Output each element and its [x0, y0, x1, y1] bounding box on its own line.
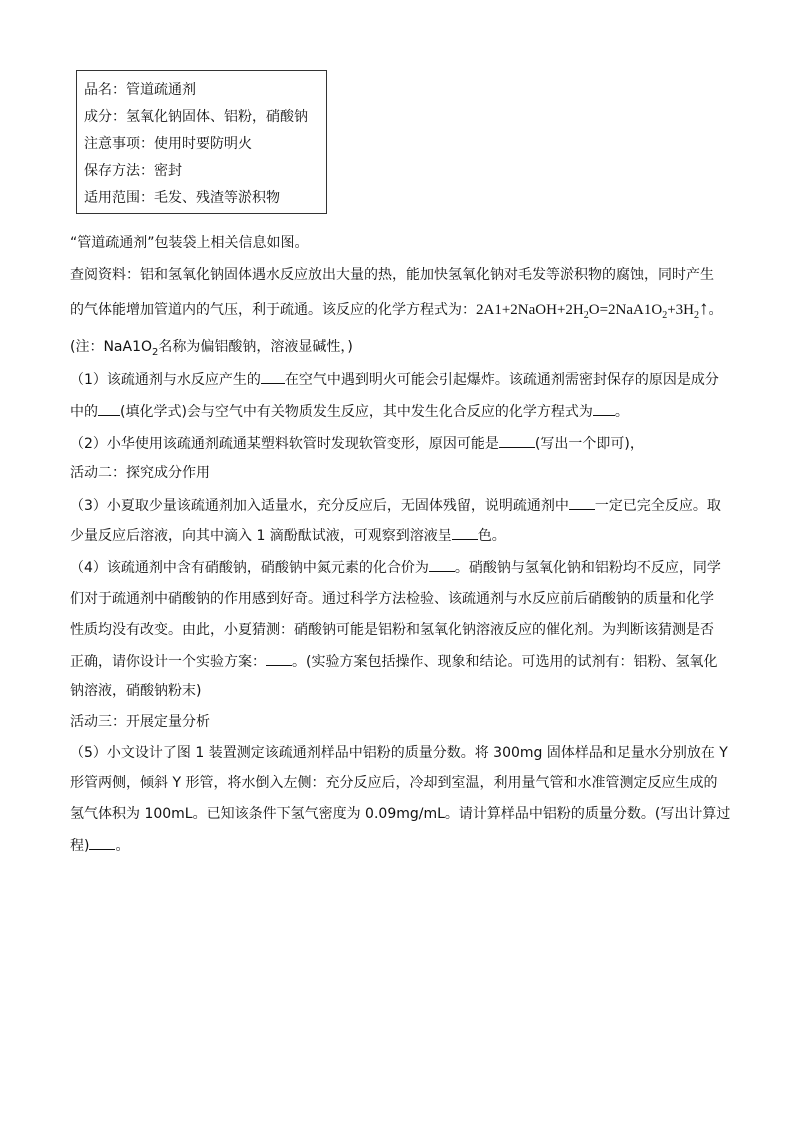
answer-blank[interactable]	[569, 495, 595, 510]
equation-subscript: 2	[694, 310, 699, 321]
q4-text: 。(实验方案包括操作、现象和结论。可选用的试剂有：铝粉、氢氧化	[292, 654, 718, 670]
answer-blank[interactable]	[89, 835, 115, 850]
q5-text: 程)	[70, 838, 90, 854]
info-line-2-text: 的气体能增加管道内的气压，利于疏通。该反应的化学方程式为：	[70, 302, 476, 318]
q4-text: （4）该疏通剂中含有硝酸钠，硝酸钠中氮元素的化合价为	[70, 560, 429, 576]
label-storage: 保存方法：密封	[84, 163, 182, 179]
note-subscript: 2	[152, 346, 159, 358]
answer-blank[interactable]	[266, 651, 292, 666]
q1-text: （1）该疏通剂与水反应产生的	[70, 372, 261, 388]
answer-blank[interactable]	[593, 401, 615, 416]
q5-line-4	[70, 835, 129, 856]
q2-text: （2）小华使用该疏通剂疏通某塑料软管时发现软管变形，原因可能是	[70, 436, 499, 452]
info-line-1: 查阅资料：铝和氢氧化钠固体遇水反应放出大量的热，能加快氢氧化钠对毛发等淤积物的腐蚀，同时产生	[70, 267, 714, 283]
q1-line-2	[70, 401, 629, 422]
q3-line-2	[70, 525, 506, 546]
q4-text: 正确，请你设计一个实验方案：	[70, 654, 266, 670]
label-product-name: 品名：管道疏通剂	[84, 82, 196, 98]
equation-part: O=2NaA1O	[588, 302, 663, 318]
q3-line-1	[70, 495, 721, 516]
answer-blank[interactable]	[499, 433, 535, 448]
q1-line-1	[70, 369, 719, 390]
equation-end: 。	[708, 302, 723, 318]
answer-blank[interactable]	[452, 525, 478, 540]
q3-text: 一定已完全反应。取	[594, 498, 721, 514]
chemical-equation	[476, 298, 709, 321]
q1-text: 中的	[70, 404, 98, 420]
q3-text: 少量反应后溶液，向其中滴入 1 滴酚酞试液，可观察到溶液呈	[70, 528, 452, 544]
q5-line-2: 形管两侧，倾斜 Y 形管，将水倒入左侧：充分反应后，冷却到室温，利用量气管和水准管测定反应生成的	[70, 775, 718, 791]
answer-blank[interactable]	[261, 369, 285, 384]
q1-text: 。	[614, 404, 629, 420]
up-arrow-icon: ↑	[699, 298, 709, 319]
note-line	[70, 337, 353, 363]
label-notice: 注意事项：使用时要防明火	[84, 136, 252, 152]
q5-line-1: （5）小文设计了图 1 装置测定该疏通剂样品中铝粉的质量分数。将 300mg 固体样品和足量水分别放在 Y	[70, 745, 728, 761]
label-ingredients: 成分：氢氧化钠固体、铝粉，硝酸钠	[84, 109, 308, 125]
q5-line-3: 氢气体积为 100mL。已知该条件下氢气密度为 0.09mg/mL。请计算样品中铝粉的质量分数。(写出计算过	[70, 806, 731, 822]
q4-line-1	[70, 557, 721, 578]
q3-text: （3）小夏取少量该疏通剂加入适量水，充分反应后，无固体残留，说明疏通剂中	[70, 498, 569, 514]
q4-text: 。硝酸钠与氢氧化钠和铝粉均不反应，同学	[454, 560, 721, 576]
q1-text: 在空气中遇到明火可能会引起爆炸。该疏通剂需密封保存的原因是成分	[284, 372, 719, 388]
intro-text: “管道疏通剂”包装袋上相关信息如图。	[70, 235, 309, 251]
note-text: 名称为偏铝酸钠，溶液显碱性，)	[158, 339, 353, 355]
equation-part: +3H	[667, 302, 694, 318]
q2-line	[70, 433, 644, 454]
equation-part: 2A1+2NaOH+2H	[476, 302, 584, 318]
q2-text: (写出一个即可)，	[534, 436, 644, 452]
q4-line-3: 性质均没有改变。由此，小夏猜测：硝酸钠可能是铝粉和氢氧化钠溶液反应的催化剂。为判断该猜测是否	[70, 622, 714, 638]
q1-text: (填化学式)会与空气中有关物质发生反应，其中发生化合反应的化学方程式为	[120, 404, 593, 420]
label-scope: 适用范围：毛发、残渣等淤积物	[84, 190, 280, 206]
equation-subscript: 2	[583, 310, 589, 321]
q3-text: 色。	[477, 528, 506, 544]
q5-text: 。	[115, 838, 130, 854]
equation-subscript: 2	[662, 310, 668, 321]
q4-line-4	[70, 651, 717, 672]
product-label-box	[76, 70, 327, 214]
info-line-2	[70, 299, 723, 326]
q4-line-5: 钠溶液，硝酸钠粉末)	[70, 683, 202, 699]
answer-blank[interactable]	[98, 401, 120, 416]
note-text: (注：NaA1O	[70, 339, 153, 355]
activity-two-heading: 活动二：探究成分作用	[70, 465, 210, 481]
activity-three-heading: 活动三：开展定量分析	[70, 714, 210, 730]
q4-line-2: 们对于疏通剂中硝酸钠的作用感到好奇。通过科学方法检验、该疏通剂与水反应前后硝酸钠的质量和化学	[70, 591, 714, 607]
answer-blank[interactable]	[429, 557, 455, 572]
